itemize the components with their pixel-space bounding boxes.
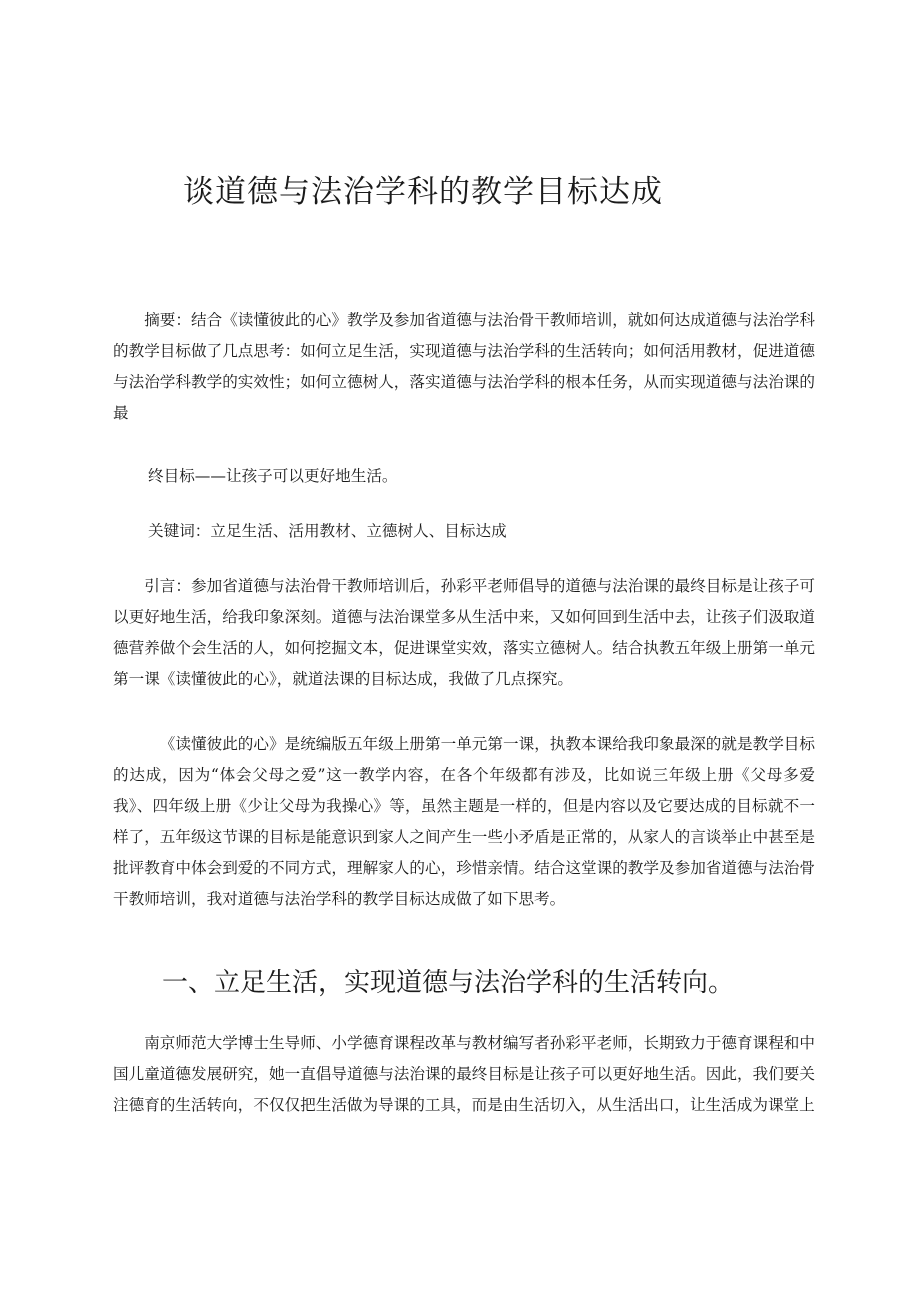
body-paragraph-1: 《读懂彼此的心》是统编版五年级上册第一单元第一课，执教本课给我印象最深的就是教学目标的达成，因为“体会父母之爱”这一教学内容，在各个年级都有涉及，比如说三年级上册《父母多爱我》、四年级上册《少让父母为我操心》等，虽然主题是一样的，但是内容以及它要达成的目标就不一样了，五年级这节课的目标是能意识到家人之间产生一些小矛盾是正常的，从家人的言谈举止中甚至是批评教育中体会到爱的不同方式，理解家人的心，珍惜亲情。结合这堂课的教学及参加省道德与法治骨干教师培训，我对道德与法治学科的教学目标达成做了如下思考。 bbox=[113, 735, 815, 908]
abstract-continued: 终目标——让孩子可以更好地生活。 bbox=[148, 467, 398, 485]
section-1-heading: 一、立足生活，实现道德与法治学科的生活转向。 bbox=[162, 968, 735, 998]
document-title: 谈道德与法治学科的教学目标达成 bbox=[183, 174, 663, 210]
intro-paragraph: 引言：参加省道德与法治骨干教师培训后，孙彩平老师倡导的道德与法治课的最终目标是让孩子可以更好地生活，给我印象深刻。道德与法治课堂多从生活中来，又如何回到生活中去，让孩子们汲取道德营养做个会生活的人，如何挖掘文本，促进课堂实效，落实立德树人。结合执教五年级上册第一单元第一课《读懂彼此的心》，就道法课的目标达成，我做了几点探究。 bbox=[113, 577, 815, 688]
abstract-paragraph: 摘要：结合《读懂彼此的心》教学及参加省道德与法治骨干教师培训，就如何达成道德与法治学科的教学目标做了几点思考：如何立足生活，实现道德与法治学科的生活转向；如何活用教材，促进道德与法治学科教学的实效性；如何立德树人，落实道德与法治学科的根本任务，从而实现道德与法治课的最 bbox=[113, 311, 815, 422]
keywords-line: 关键词：立足生活、活用教材、立德树人、目标达成 bbox=[148, 522, 507, 540]
body-paragraph-2: 南京师范大学博士生导师、小学德育课程改革与教材编写者孙彩平老师，长期致力于德育课程和中国儿童道德发展研究，她一直倡导道德与法治课的最终目标是让孩子可以更好地生活。因此，我们要关注德育的生活转向，不仅仅把生活做为导课的工具，而是由生活切入，从生活出口，让生活成为课堂上 bbox=[113, 1034, 815, 1114]
